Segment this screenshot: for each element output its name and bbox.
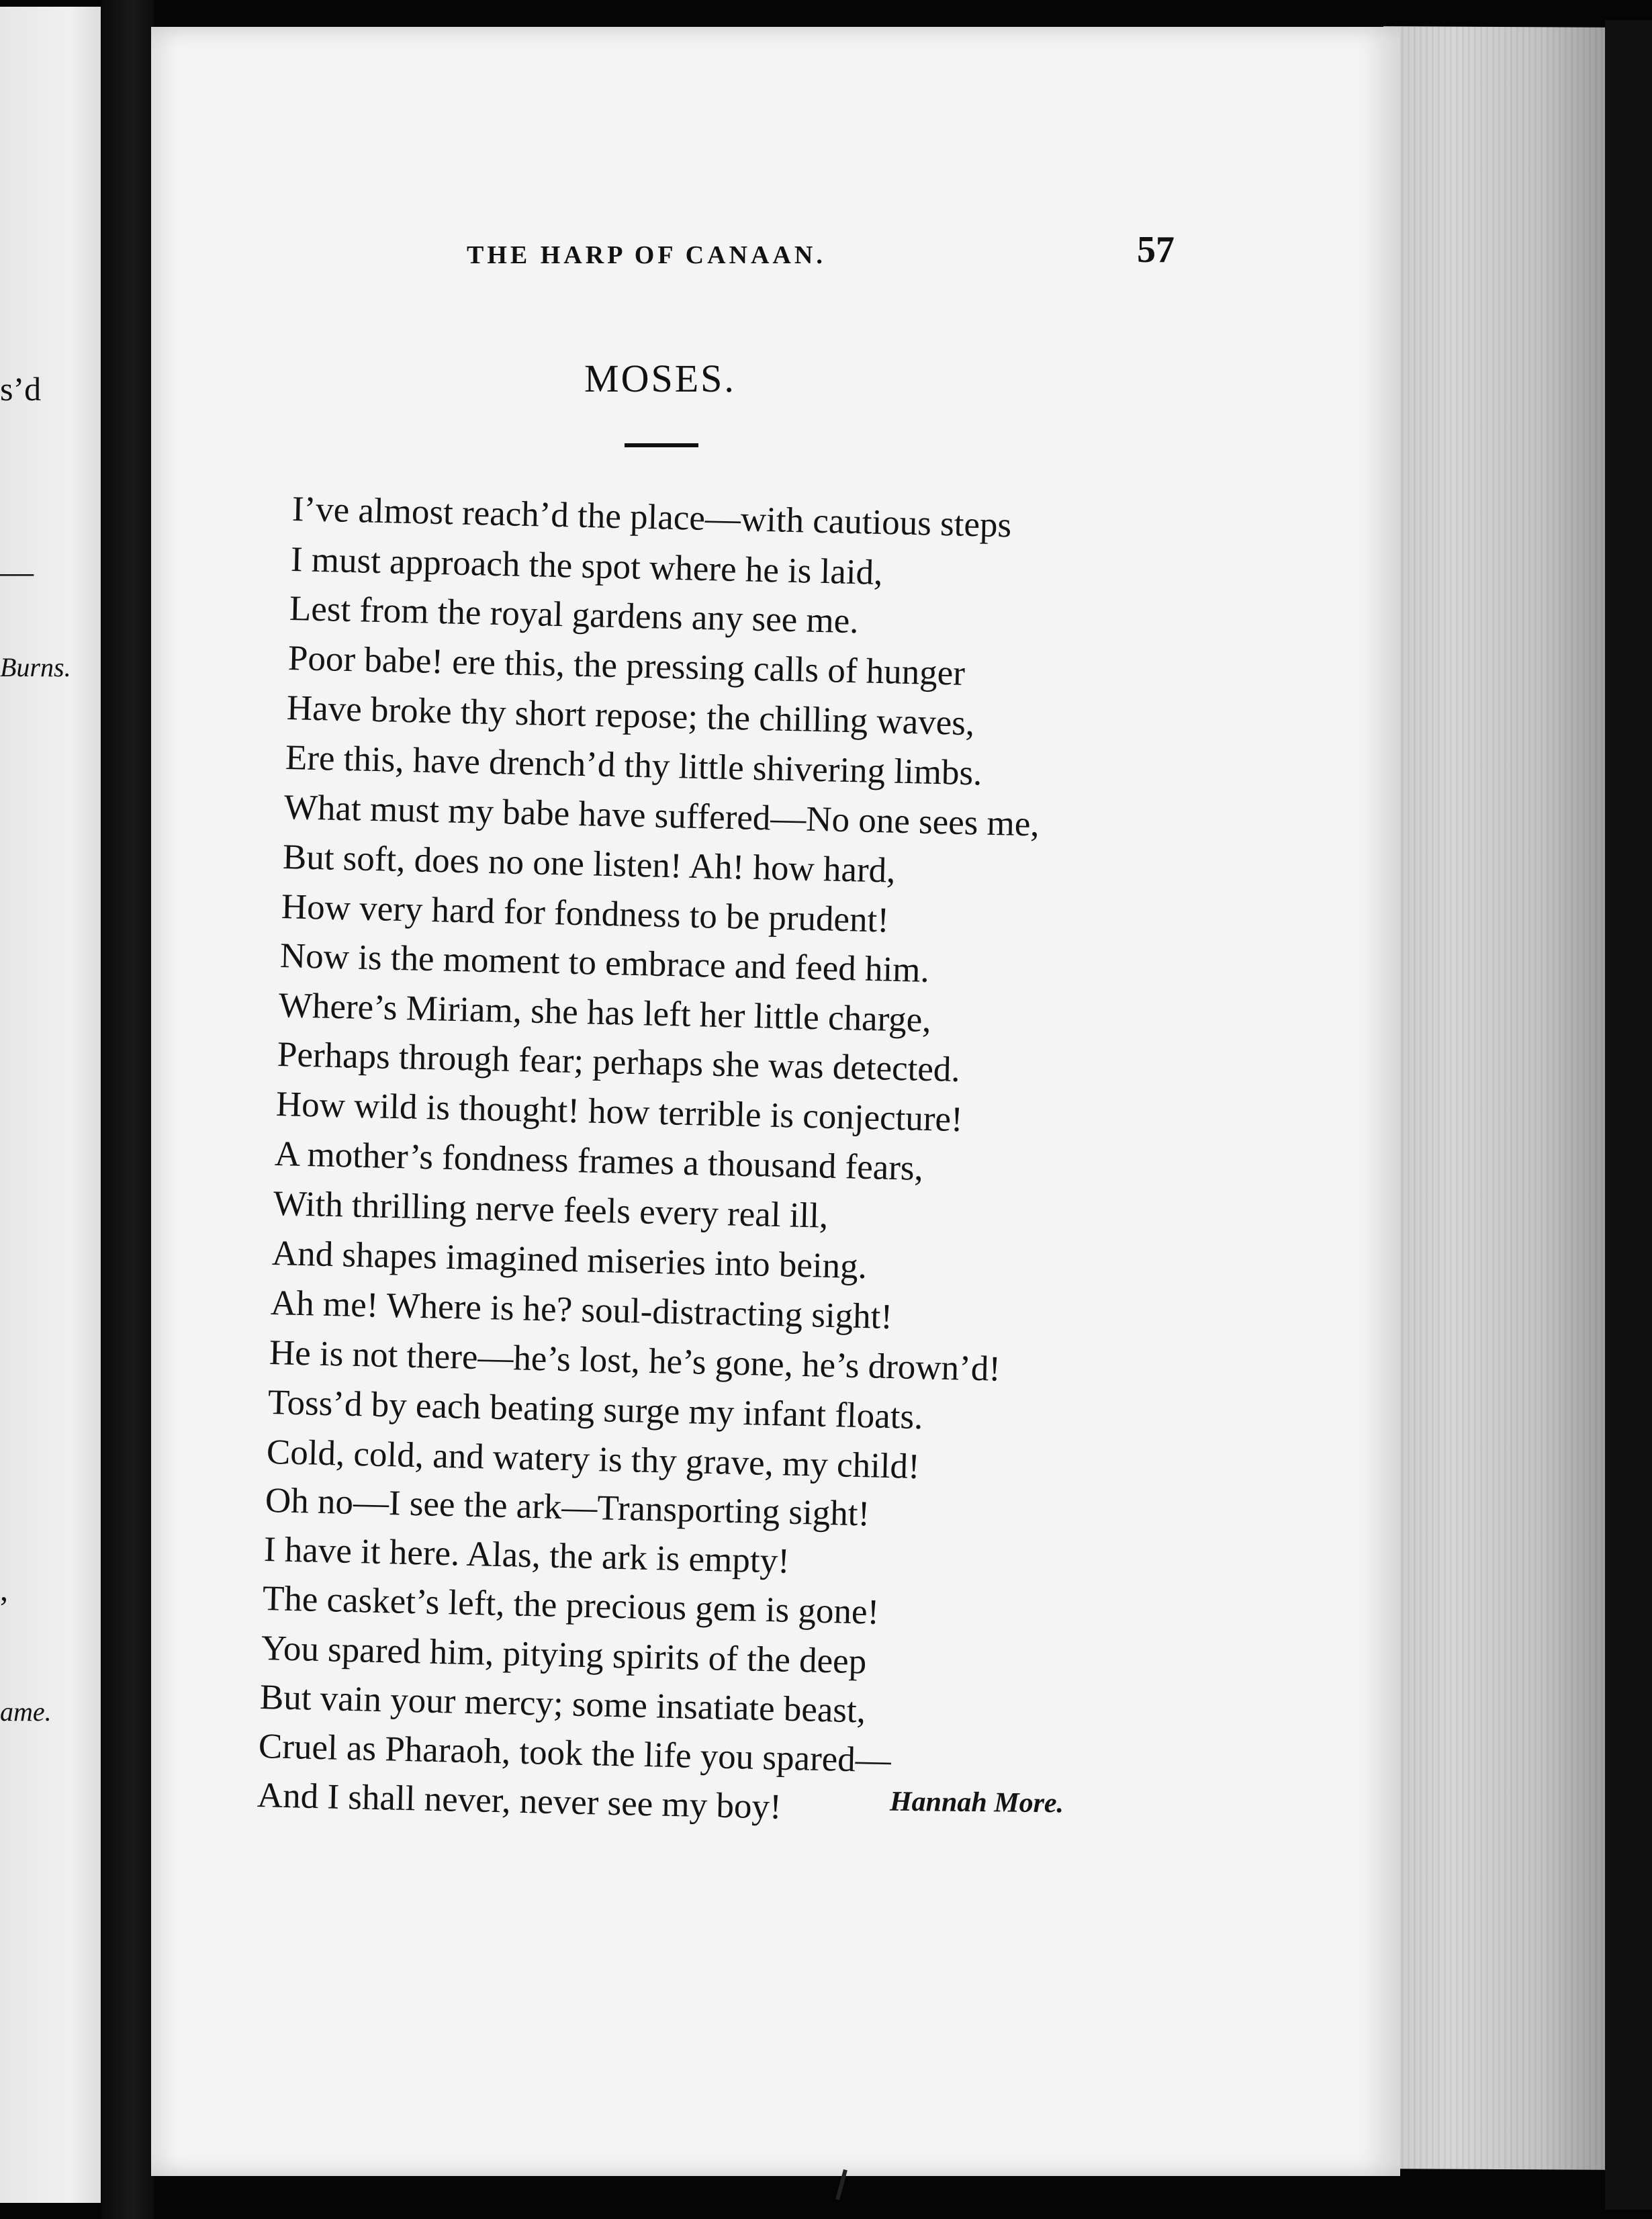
poem-line: How wild is thought! how terrible is conjecture! (275, 1085, 964, 1140)
poem-line: Oh no—I see the ark—Transporting sight! (265, 1481, 870, 1534)
previous-page-fragment: Burns. (0, 652, 71, 682)
poem-line: Ere this, have drench’d thy little shivering limbs. (285, 738, 983, 793)
poem-line: I’ve almost reach’d the place—with cautious steps (291, 490, 1012, 545)
poem-line: I have it here. Alas, the ark is empty! (263, 1530, 790, 1581)
running-head: THE HARP OF CANAAN. (467, 241, 826, 269)
poem-line: And I shall never, never see my boy! (257, 1776, 782, 1827)
poem-line: How very hard for fondness to be prudent! (281, 887, 890, 940)
poem-line: Where’s Miriam, she has left her little charge, (278, 986, 932, 1040)
poem-line: Cold, cold, and watery is thy grave, my child! (266, 1433, 921, 1487)
page-number: 57 (1137, 229, 1175, 271)
page-edges (1383, 26, 1612, 2170)
edge-shadow (1605, 20, 1652, 2210)
book-page (151, 27, 1400, 2176)
previous-page-fragment: s’d (0, 370, 42, 408)
previous-page-fragment: ame. (0, 1696, 52, 1727)
poem-line: Lest from the royal gardens any see me. (289, 589, 860, 641)
poem-line: You spared him, pitying spirits of the deep (261, 1629, 867, 1682)
poem-line: But soft, does no one listen! Ah! how hard, (282, 837, 897, 891)
poem-line: Poor babe! ere this, the pressing calls of hunger (287, 639, 966, 693)
poem-line: Now is the moment to embrace and feed him. (279, 936, 930, 990)
previous-page-fragment: , (0, 1572, 8, 1608)
poem-line: A mother’s fondness frames a thousand fears, (274, 1134, 924, 1188)
poem-line: Perhaps through fear; perhaps she was detected. (277, 1035, 961, 1090)
poem-line: What must my babe have suffered—No one sees me, (283, 788, 1040, 844)
poem-line: He is not there—he’s lost, he’s gone, he’s drown’d! (269, 1333, 1001, 1389)
poem-line: Have broke thy short repose; the chilling waves, (286, 688, 975, 743)
poem-title: MOSES. (584, 357, 736, 400)
previous-page-fragment: — (0, 553, 34, 590)
poem-line: And shapes imagined miseries into being. (271, 1234, 868, 1287)
poem-line: But vain your mercy; some insatiate beast, (259, 1678, 866, 1731)
poem-line: Cruel as Pharaoh, took the life you spared— (258, 1727, 892, 1780)
poem-attribution: Hannah More. (889, 1786, 1064, 1819)
previous-page (0, 7, 101, 2203)
poem-line: Toss’d by each beating surge my infant floats. (267, 1383, 924, 1437)
poem-body (151, 27, 1400, 2176)
poem-line: Ah me! Where is he? soul-distracting sight! (270, 1283, 893, 1337)
poem-line: I must approach the spot where he is laid, (290, 540, 884, 592)
poem-line: The casket’s left, the precious gem is gone! (262, 1579, 880, 1632)
poem-line: With thrilling nerve feels every real ill, (273, 1184, 829, 1236)
book-gutter (101, 0, 154, 2219)
